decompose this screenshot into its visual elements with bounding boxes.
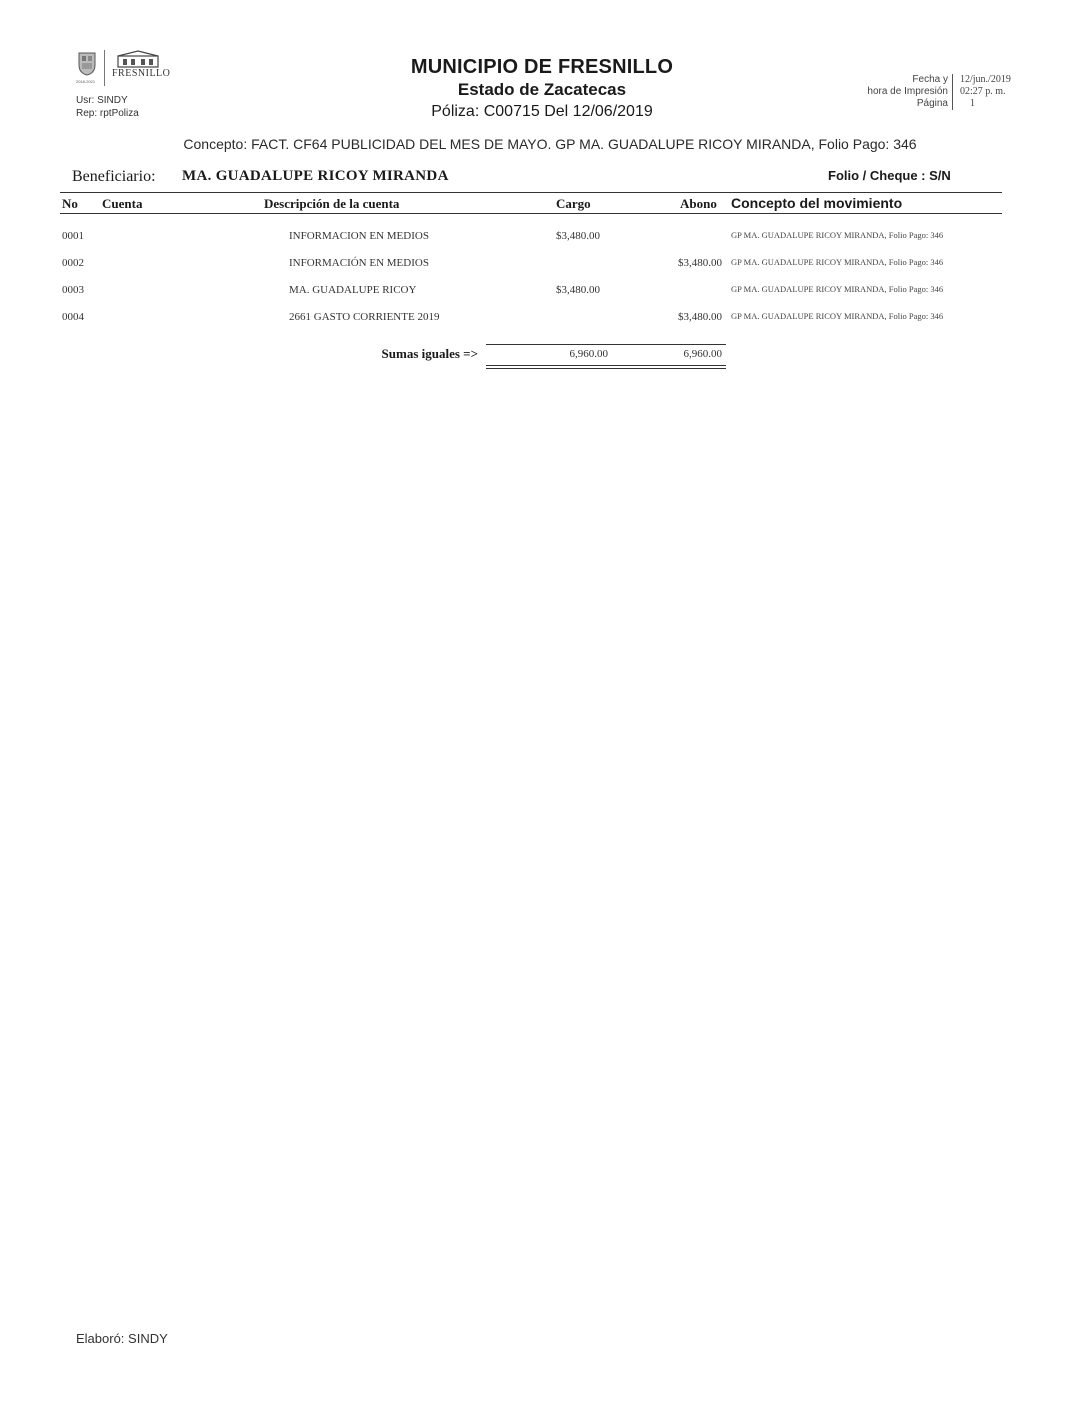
totals-double-rule-1 <box>486 365 726 366</box>
row-4-abono: $3,480.00 <box>678 311 722 323</box>
row-1-cargo: $3,480.00 <box>556 230 600 242</box>
table-header-rule <box>60 213 1002 214</box>
folio-cheque: Folio / Cheque : S/N <box>828 168 951 183</box>
table-top-rule <box>60 192 1002 193</box>
row-2-concepto: GP MA. GUADALUPE RICOY MIRANDA, Folio Pago: 346 <box>731 257 944 267</box>
print-time-label: hora de Impresión <box>867 86 948 97</box>
user-label: Usr: SINDY <box>76 95 128 106</box>
header-no: No <box>62 196 78 211</box>
row-3-descripcion: MA. GUADALUPE RICOY <box>289 284 417 296</box>
logo-tagline: 2018-2021 <box>76 79 96 84</box>
header-descripcion: Descripción de la cuenta <box>264 196 400 211</box>
print-time: 02:27 p. m. <box>960 86 1006 97</box>
print-info-divider <box>952 74 953 110</box>
print-page: 1 <box>970 98 975 109</box>
row-3-concepto: GP MA. GUADALUPE RICOY MIRANDA, Folio Pago: 346 <box>731 284 944 294</box>
page-subtitle: Estado de Zacatecas <box>457 80 627 99</box>
row-2-descripcion: INFORMACIÓN EN MEDIOS <box>289 257 429 269</box>
totals-label: Sumas iguales => <box>381 346 478 361</box>
header-concepto: Concepto del movimiento <box>731 195 903 211</box>
print-page-label: Página <box>916 98 948 109</box>
row-4-concepto: GP MA. GUADALUPE RICOY MIRANDA, Folio Pago: 346 <box>731 311 944 321</box>
page-title: MUNICIPIO DE FRESNILLO <box>410 56 674 78</box>
beneficiario-value: MA. GUADALUPE RICOY MIRANDA <box>182 168 449 184</box>
beneficiario-label: Beneficiario: <box>72 168 156 185</box>
totals-abono: 6,960.00 <box>683 348 722 360</box>
report-label: Rep: rptPoliza <box>76 108 139 119</box>
concepto-line: Concepto: FACT. CF64 PUBLICIDAD DEL MES DE MAYO. GP MA. GUADALUPE RICOY MIRANDA, Folio Pago: 346 <box>183 136 917 152</box>
row-3-no: 0003 <box>62 284 84 296</box>
row-4-no: 0004 <box>62 311 84 323</box>
row-4-descripcion: 2661 GASTO CORRIENTE 2019 <box>289 311 440 323</box>
row-1-no: 0001 <box>62 230 84 242</box>
row-2-no: 0002 <box>62 257 84 269</box>
row-1-concepto: GP MA. GUADALUPE RICOY MIRANDA, Folio Pago: 346 <box>731 230 944 240</box>
print-date: 12/jun./2019 <box>960 74 1011 85</box>
row-3-cargo: $3,480.00 <box>556 284 600 296</box>
print-info-labels <box>840 74 948 110</box>
totals-top-rule <box>486 344 726 345</box>
totals-double-rule-2 <box>486 368 726 369</box>
header-abono: Abono <box>680 196 717 211</box>
header-cargo: Cargo <box>556 196 591 211</box>
logo-wordmark: FRESNILLO <box>112 68 171 79</box>
poliza-line: Póliza: C00715 Del 12/06/2019 <box>431 103 653 120</box>
row-1-descripcion: INFORMACION EN MEDIOS <box>289 230 429 242</box>
row-2-abono: $3,480.00 <box>678 257 722 269</box>
header-cuenta: Cuenta <box>102 196 143 211</box>
elaboro-footer: Elaboró: SINDY <box>76 1331 168 1346</box>
print-date-label: Fecha y <box>912 74 948 85</box>
totals-cargo: 6,960.00 <box>569 348 608 360</box>
print-info-values <box>960 74 1030 110</box>
